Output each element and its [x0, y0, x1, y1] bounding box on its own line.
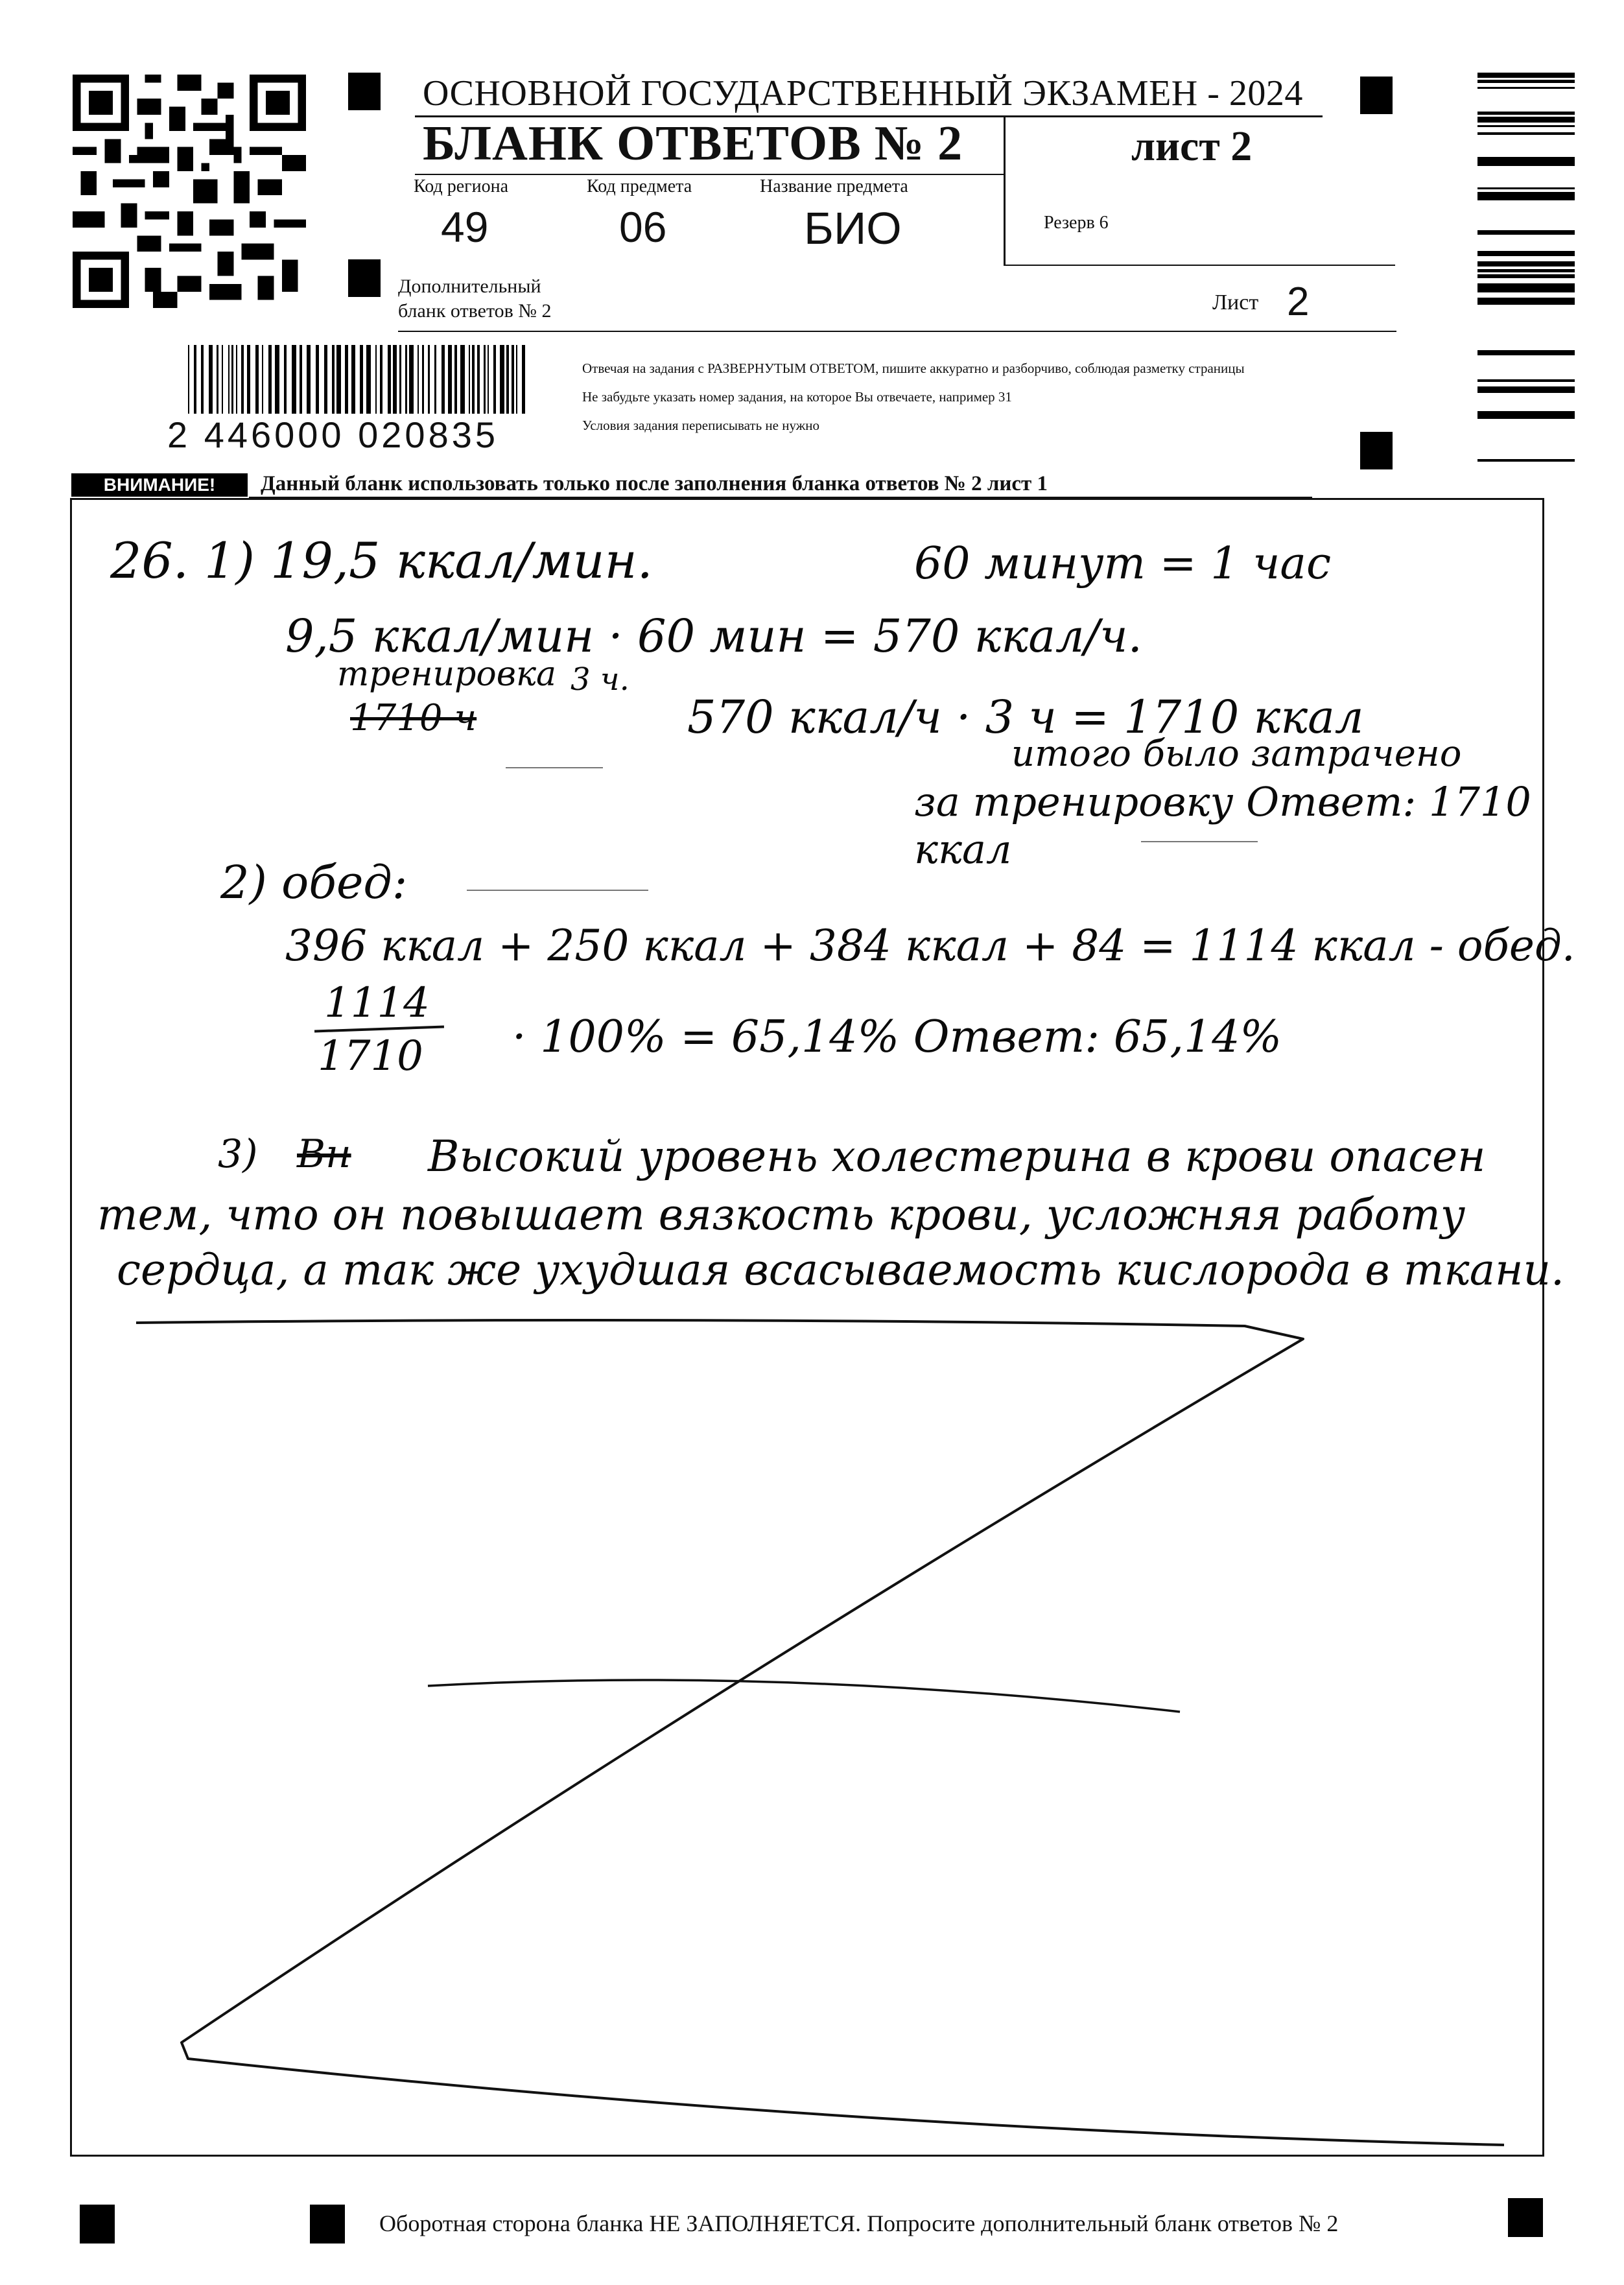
instruction-2: Не забудьте указать номер задания, на которое Вы отвечаете, например 31 [582, 389, 1012, 405]
hw-line-11: тем, что он повышает вязкость крови, усложняя работу [97, 1190, 1466, 1240]
z-cross-line [428, 1680, 1180, 1712]
list-value: 2 [1287, 279, 1310, 324]
subject-code-value: 06 [619, 203, 667, 251]
hw-line-2: 9,5 ккал/мин · 60 мин = 570 ккал/ч. [285, 610, 1142, 663]
subject-name-label: Название предмета [760, 176, 908, 196]
reserve-label: Резерв 6 [1044, 213, 1109, 233]
warning-badge: ВНИМАНИЕ! [71, 473, 248, 497]
hw-line-3c-crossed: 1710 ч [350, 697, 477, 739]
hw-fraction-numerator: 1114 [324, 979, 430, 1027]
hw-line-10a: 3) [218, 1131, 258, 1177]
sheet-label: лист 2 [1131, 123, 1253, 170]
form-title: БЛАНК ОТВЕТОВ № 2 [423, 116, 963, 171]
hw-line-1b: 60 минут = 1 час [914, 538, 1332, 589]
hw-fraction-denominator: 1710 [318, 1032, 423, 1080]
instruction-1: Отвечая на задания с РАЗВЕРНУТЫМ ОТВЕТОМ, пишите аккуратно и разборчиво, соблюдая разметку страницы [582, 361, 1245, 376]
additional-label-2: бланк ответов № 2 [398, 300, 552, 322]
region-value: 49 [441, 203, 489, 251]
hw-line-4: 570 ккал/ч · 3 ч = 1710 ккал [687, 691, 1364, 744]
hw-line-7: 2) обед: [220, 856, 408, 909]
hw-line-6: за тренировку Ответ: 1710 ккал [914, 778, 1531, 873]
hw-line-10c: Высокий уровень холестерина в крови опасен [428, 1131, 1486, 1181]
subject-name-value: БИО [804, 203, 902, 254]
hw-line-10b-crossed: Вн [297, 1131, 351, 1177]
hw-line-12: сердца, а так же ухудшая всасываемость кислорода в ткани. [117, 1245, 1565, 1295]
hw-line-3b: 3 ч. [571, 661, 630, 698]
barcode-number: 2 446000 020835 [167, 414, 499, 455]
hw-line-8: 396 ккал + 250 ккал + 384 ккал + 84 = 1114 ккал - обед. [285, 921, 1575, 971]
hw-line-9: · 100% = 65,14% Ответ: 65,14% [512, 1012, 1282, 1063]
warning-text: Данный бланк использовать только после заполнения бланка ответов № 2 лист 1 [261, 472, 1048, 495]
region-label: Код региона [414, 176, 509, 196]
additional-label-1: Дополнительный [398, 276, 541, 297]
z-strike-line [136, 1320, 1504, 2145]
hw-line-1a: 26. 1) 19,5 ккал/мин. [110, 532, 653, 589]
hw-line-3a: тренировка [337, 655, 557, 694]
hw-line-5: итого было затрачено [1011, 733, 1462, 775]
instruction-3: Условия задания переписывать не нужно [582, 418, 819, 433]
exam-title: ОСНОВНОЙ ГОСУДАРСТВЕННЫЙ ЭКЗАМЕН - 2024 [423, 73, 1303, 113]
subject-code-label: Код предмета [587, 176, 692, 196]
list-label: Лист [1212, 290, 1259, 314]
footer-note: Оборотная сторона бланка НЕ ЗАПОЛНЯЕТСЯ. Попросите дополнительный бланк ответов № 2 [379, 2210, 1339, 2236]
